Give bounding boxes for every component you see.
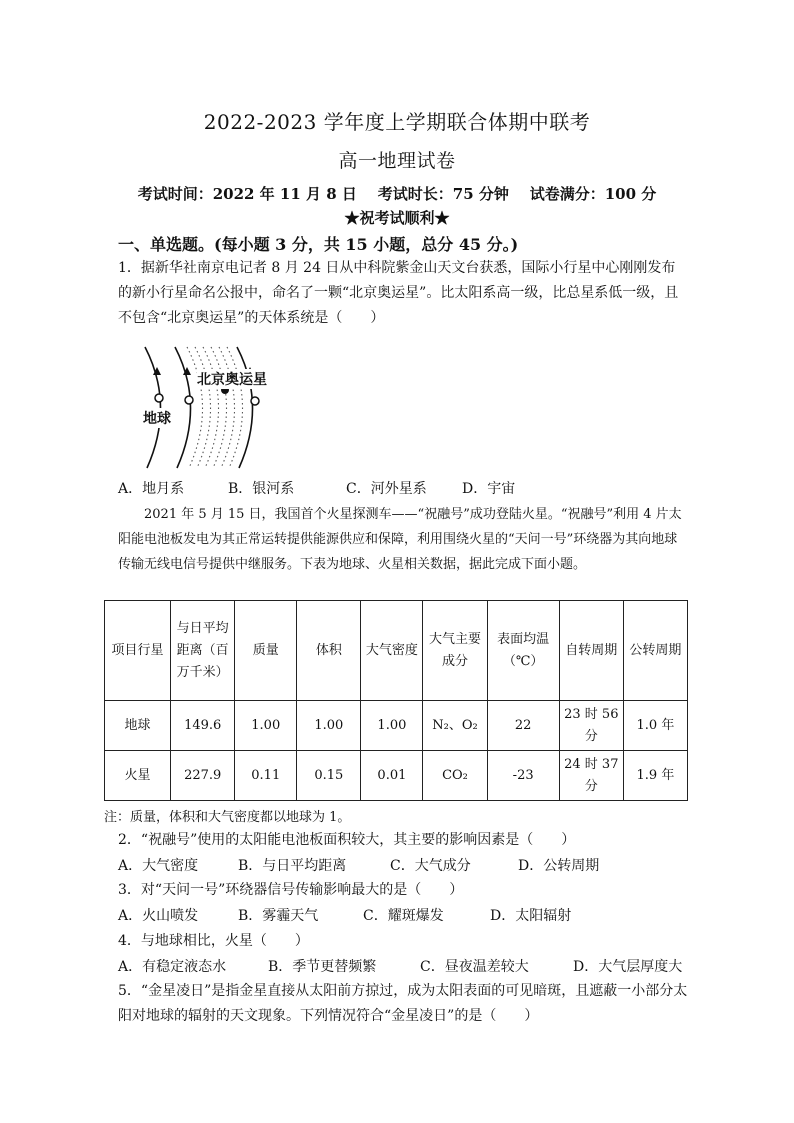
- exam-title: 2022-2023 学年度上学期联合体期中联考: [203, 110, 591, 134]
- diagram-label-earth: 地球: [143, 408, 171, 428]
- question-3-stem: 3．对“天问一号”环绕器信号传输影响最大的是（ ）: [118, 882, 464, 898]
- table-cell: 1.00: [235, 701, 297, 751]
- exam-info: 考试时间：2022 年 11 月 8 日 考试时长：75 分钟 试卷满分：100 分: [137, 185, 657, 203]
- option-d: D．太阳辐射: [490, 908, 572, 924]
- orbit-line-3: [237, 347, 253, 468]
- table-cell: 22: [487, 701, 559, 751]
- table-cell: 1.9 年: [623, 751, 687, 801]
- option-d: D．宇宙: [462, 481, 516, 497]
- option-a: A．大气密度: [118, 858, 199, 874]
- table-cell: 227.9: [171, 751, 235, 801]
- option-b: B．雾霾天气: [238, 908, 319, 924]
- table-cell: CO₂: [423, 751, 487, 801]
- table-note: 注：质量，体积和大气密度都以地球为 1。: [104, 810, 351, 825]
- table-header-cell: 大气主要成分: [423, 601, 487, 701]
- earth-circle: [155, 394, 163, 402]
- option-c: C．大气成分: [390, 858, 471, 874]
- question-1-stem: 1．据新华社南京电记者 8 月 24 日从中科院紫金山天文台获悉，国际小行星中心刚刚发布的新小行星命名公报中，命名了一颗“北京奥运星”。比太阳系高一级，比总星系低一级，且不包含“北京奥运星”的天体系统是（ ）: [118, 260, 679, 326]
- table-header-cell: 公转周期: [623, 601, 687, 701]
- diagram-label-star: 北京奥运星: [197, 369, 267, 389]
- table-cell: 0.11: [235, 751, 297, 801]
- table-header-cell: 大气密度: [361, 601, 423, 701]
- table-header-row: [105, 601, 688, 701]
- orbit-line-2: [175, 347, 191, 468]
- planet-data-table: [104, 600, 688, 801]
- question-2-stem: 2．“祝融号”使用的太阳能电池板面积较大，其主要的影响因素是（ ）: [118, 832, 576, 848]
- table-cell: 火星: [105, 751, 171, 801]
- table-cell: 23 时 56 分: [559, 701, 623, 751]
- table-cell: 1.0 年: [623, 701, 687, 751]
- table-cell: 地球: [105, 701, 171, 751]
- option-b: B．季节更替频繁: [268, 959, 377, 975]
- option-a: A．地月系: [118, 481, 185, 497]
- question-4-stem: 4．与地球相比，火星（ ）: [118, 933, 309, 949]
- table-row: [105, 701, 688, 751]
- option-c: C．昼夜温差较大: [420, 959, 529, 975]
- option-a: A．有稳定液态水: [118, 959, 227, 975]
- table-row: [105, 751, 688, 801]
- question-3-options: [118, 905, 698, 927]
- option-d: D．公转周期: [518, 858, 600, 874]
- option-c: C．耀斑爆发: [363, 908, 444, 924]
- table-header-cell: 体积: [297, 601, 361, 701]
- question-5-stem: 5．“金星凌日”是指金星直接从太阳前方掠过，成为太阳表面的可见暗斑，且遮蔽一小部分太阳对地球的辐射的天文现象。下列情况符合“金星凌日”的是（ ）: [118, 983, 688, 1024]
- option-a: A．火山喷发: [118, 908, 199, 924]
- table-cell: N₂、O₂: [423, 701, 487, 751]
- table-header-cell: 表面均温（℃）: [487, 601, 559, 701]
- exam-subtitle: 高一地理试卷: [338, 150, 456, 172]
- question-2-options: [118, 855, 698, 877]
- passage: 2021 年 5 月 15 日，我国首个火星探测车——“祝融号”成功登陆火星。“祝融号”利用 4 片太阳能电池板发电为其正常运转提供能源供应和保障，利用围绕火星的“天问一号”环绕器为其向地球传输无线电信号提供中继服务。下表为地球、火星相关数据，据此完成下面小题。: [118, 507, 682, 572]
- table-header-cell: 质量: [235, 601, 297, 701]
- section-heading: 一、单选题。(每小题 3 分，共 15 小题，总分 45 分。): [118, 235, 519, 254]
- table-cell: 0.01: [361, 751, 423, 801]
- option-b: B．银河系: [228, 481, 295, 497]
- option-b: B．与日平均距离: [238, 858, 347, 874]
- table-cell: 149.6: [171, 701, 235, 751]
- option-c: C．河外星系: [346, 481, 427, 497]
- table-cell: 24 时 37 分: [559, 751, 623, 801]
- option-d: D．大气层厚度大: [573, 959, 683, 975]
- table-cell: 1.00: [361, 701, 423, 751]
- question-4-options: [118, 956, 698, 978]
- table-cell: 1.00: [297, 701, 361, 751]
- table-cell: -23: [487, 751, 559, 801]
- table-header-cell: 与日平均距离（百万千米）: [171, 601, 235, 701]
- question-1-options: [118, 478, 698, 500]
- table-cell: 0.15: [297, 751, 361, 801]
- exam-wish: ★祝考试顺利★: [344, 209, 450, 227]
- table-header-cell: 项目行星: [105, 601, 171, 701]
- table-header-cell: 自转周期: [559, 601, 623, 701]
